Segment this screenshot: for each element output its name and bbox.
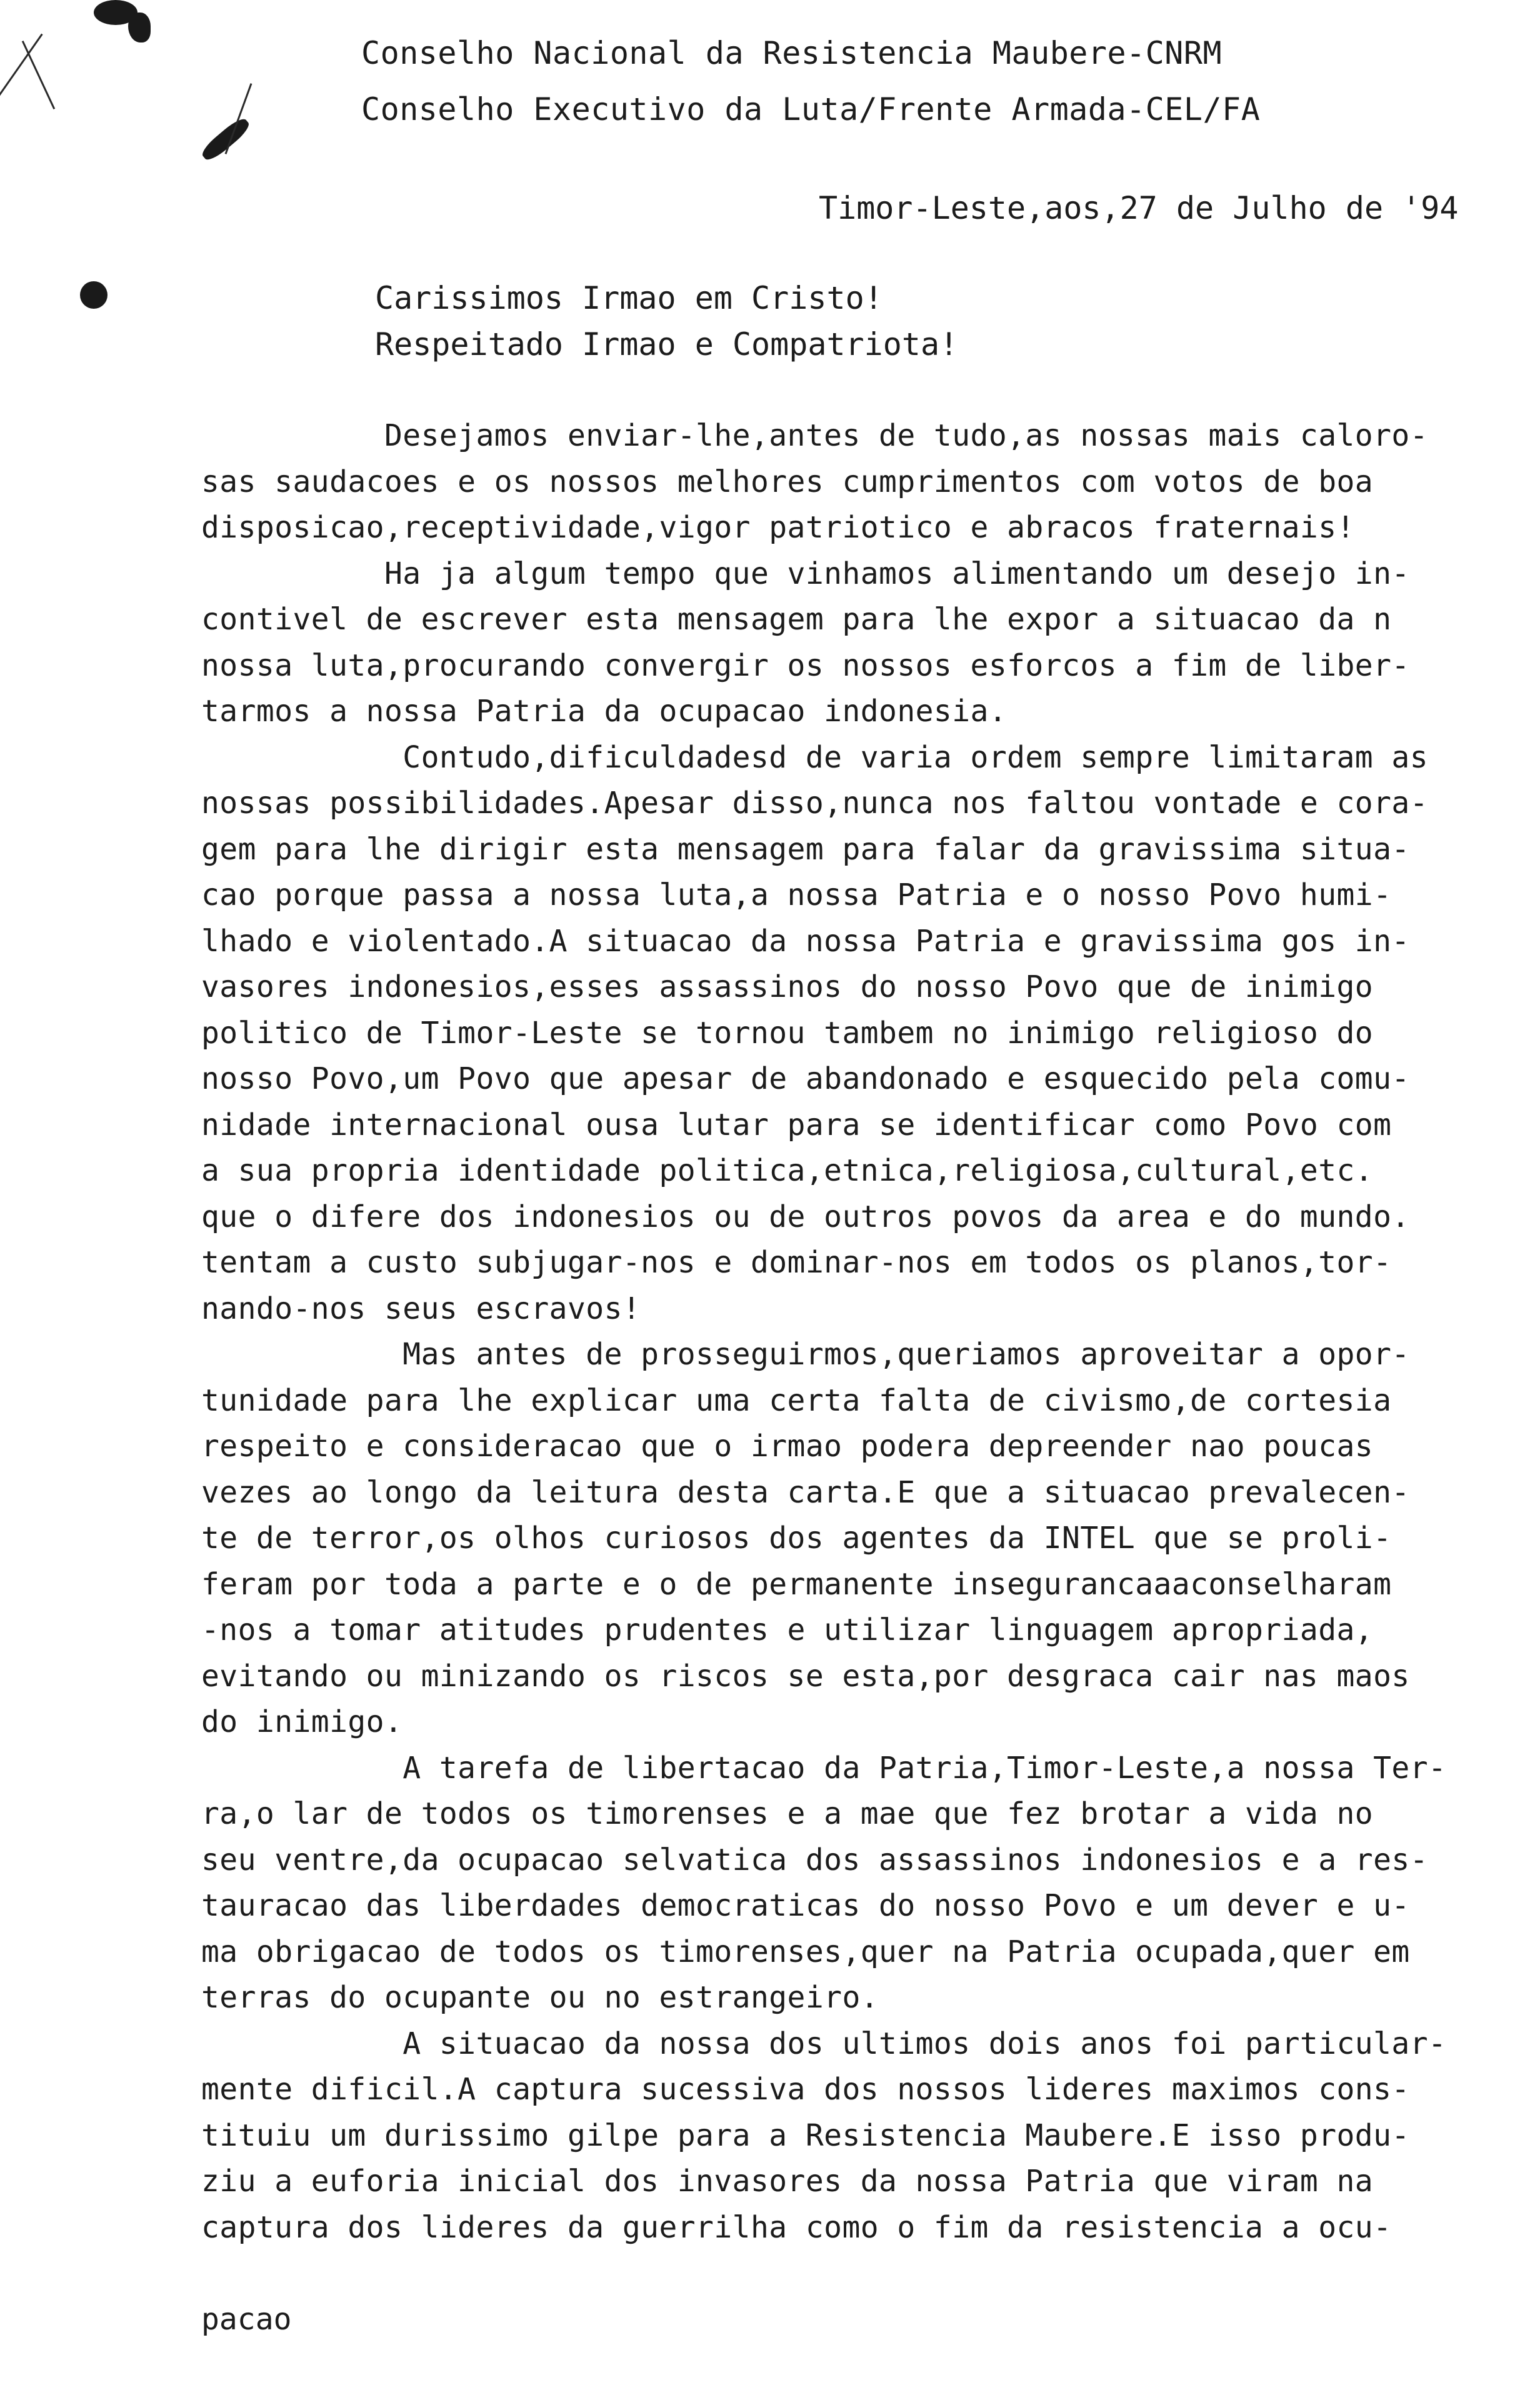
- body-text-line: -nos a tomar atitudes prudentes e utilizar linguagem apropriada,: [201, 1612, 1374, 1648]
- body-text-line: Mas antes de prosseguirmos,queriamos aproveitar a opor-: [201, 1337, 1410, 1372]
- body-text-line: sas saudacoes e os nossos melhores cumprimentos com votos de boa: [201, 464, 1374, 499]
- body-text-line: A situacao da nossa dos ultimos dois anos foi particular-: [201, 2026, 1447, 2061]
- ink-scratch: [225, 83, 252, 154]
- body-text-line: cao porque passa a nossa luta,a nossa Patria e o nosso Povo humi-: [201, 878, 1392, 912]
- body-text-line: feram por toda a parte e o de permanente insegurancaaaconselharam: [201, 1566, 1392, 1602]
- body-text-line: te de terror,os olhos curiosos dos agentes da INTEL que se proli-: [201, 1521, 1392, 1556]
- body-text-line: mente dificil.A captura sucessiva dos nossos lideres maximos cons-: [201, 2072, 1410, 2107]
- body-text-line: respeito e consideracao que o irmao podera depreender nao poucas: [201, 1429, 1374, 1464]
- body-text-line: ra,o lar de todos os timorenses e a mae que fez brotar a vida no: [201, 1796, 1374, 1831]
- body-text-line: ziu a euforia inicial dos invasores da nossa Patria que viram na: [201, 2164, 1374, 2199]
- executive-council-name: Conselho Executivo da Luta/Frente Armada-CEL/FA: [361, 91, 1261, 128]
- body-text-line: a sua propria identidade politica,etnica,religiosa,cultural,etc.: [201, 1153, 1374, 1188]
- body-text-line: vezes ao longo da leitura desta carta.E que a situacao prevalecen-: [201, 1474, 1410, 1510]
- body-text-line: terras do ocupante ou no estrangeiro.: [201, 1980, 879, 2015]
- body-text-line: ma obrigacao de todos os timorenses,quer na Patria ocupada,quer em: [201, 1934, 1410, 1969]
- body-text-line: tauracao das liberdades democraticas do nosso Povo e um dever e u-: [201, 1888, 1410, 1923]
- body-text-line: nossa luta,procurando convergir os nossos esforcos a fim de liber-: [201, 648, 1410, 683]
- ink-scratch: [22, 41, 55, 109]
- dateline: Timor-Leste,aos,27 de Julho de '94: [819, 190, 1459, 226]
- body-text-line: evitando ou minizando os riscos se esta,por desgraca cair nas maos: [201, 1658, 1410, 1694]
- body-text-line: lhado e violentado.A situacao da nossa Patria e gravissima gos in-: [201, 923, 1410, 959]
- body-text-line: tentam a custo subjugar-nos e dominar-nos em todos os planos,tor-: [201, 1245, 1392, 1280]
- body-text-line: nossas possibilidades.Apesar disso,nunca nos faltou vontade e cora-: [201, 786, 1428, 821]
- ink-scratch: [0, 34, 43, 117]
- body-text-line: que o difere dos indonesios ou de outros povos da area e do mundo.: [201, 1199, 1410, 1234]
- body-text-line: Ha ja algum tempo que vinhamos alimentando um desejo in-: [201, 556, 1410, 591]
- organization-name: Conselho Nacional da Resistencia Maubere-CNRM: [361, 35, 1222, 71]
- body-text-line: Contudo,dificuldadesd de varia ordem sempre limitaram as: [201, 739, 1428, 775]
- body-text-line: gem para lhe dirigir esta mensagem para falar da gravissima situa-: [201, 831, 1410, 867]
- body-text-line: captura dos lideres da guerrilha como o fim da resistencia a ocu-: [201, 2209, 1392, 2245]
- salutation-line: Carissimos Irmao em Cristo!: [375, 280, 883, 316]
- body-text-line: do inimigo.: [201, 1704, 403, 1739]
- body-text-line: politico de Timor-Leste se tornou tambem no inimigo religioso do: [201, 1015, 1374, 1051]
- body-text-line: nosso Povo,um Povo que apesar de abandonado e esquecido pela comu-: [201, 1061, 1410, 1096]
- body-text-line: Desejamos enviar-lhe,antes de tudo,as nossas mais caloro-: [201, 418, 1428, 453]
- body-text-line: tarmos a nossa Patria da ocupacao indonesia.: [201, 694, 1008, 729]
- body-text-line: disposicao,receptividade,vigor patriotico e abracos fraternais!: [201, 510, 1355, 545]
- ink-blot: [80, 281, 108, 309]
- body-text-line: seu ventre,da ocupacao selvatica dos assassinos indonesios e a res-: [201, 1842, 1428, 1878]
- ink-blot: [128, 12, 151, 42]
- body-text-line: vasores indonesios,esses assassinos do nosso Povo que de inimigo: [201, 969, 1374, 1004]
- body-text-line: nando-nos seus escravos!: [201, 1291, 641, 1326]
- body-text-line: A tarefa de libertacao da Patria,Timor-Leste,a nossa Ter-: [201, 1750, 1447, 1786]
- body-text-line: contivel de escrever esta mensagem para lhe expor a situacao da n: [201, 602, 1392, 637]
- body-text-line: nidade internacional ousa lutar para se identificar como Povo com: [201, 1107, 1392, 1142]
- salutation-line: Respeitado Irmao e Compatriota!: [375, 326, 959, 362]
- ink-blot: [199, 115, 252, 164]
- body-text-line: tituiu um durissimo gilpe para a Resistencia Maubere.E isso produ-: [201, 2118, 1410, 2153]
- body-text-line: tunidade para lhe explicar uma certa falta de civismo,de cortesia: [201, 1382, 1392, 1418]
- page-continuation-word: pacao: [201, 2302, 292, 2337]
